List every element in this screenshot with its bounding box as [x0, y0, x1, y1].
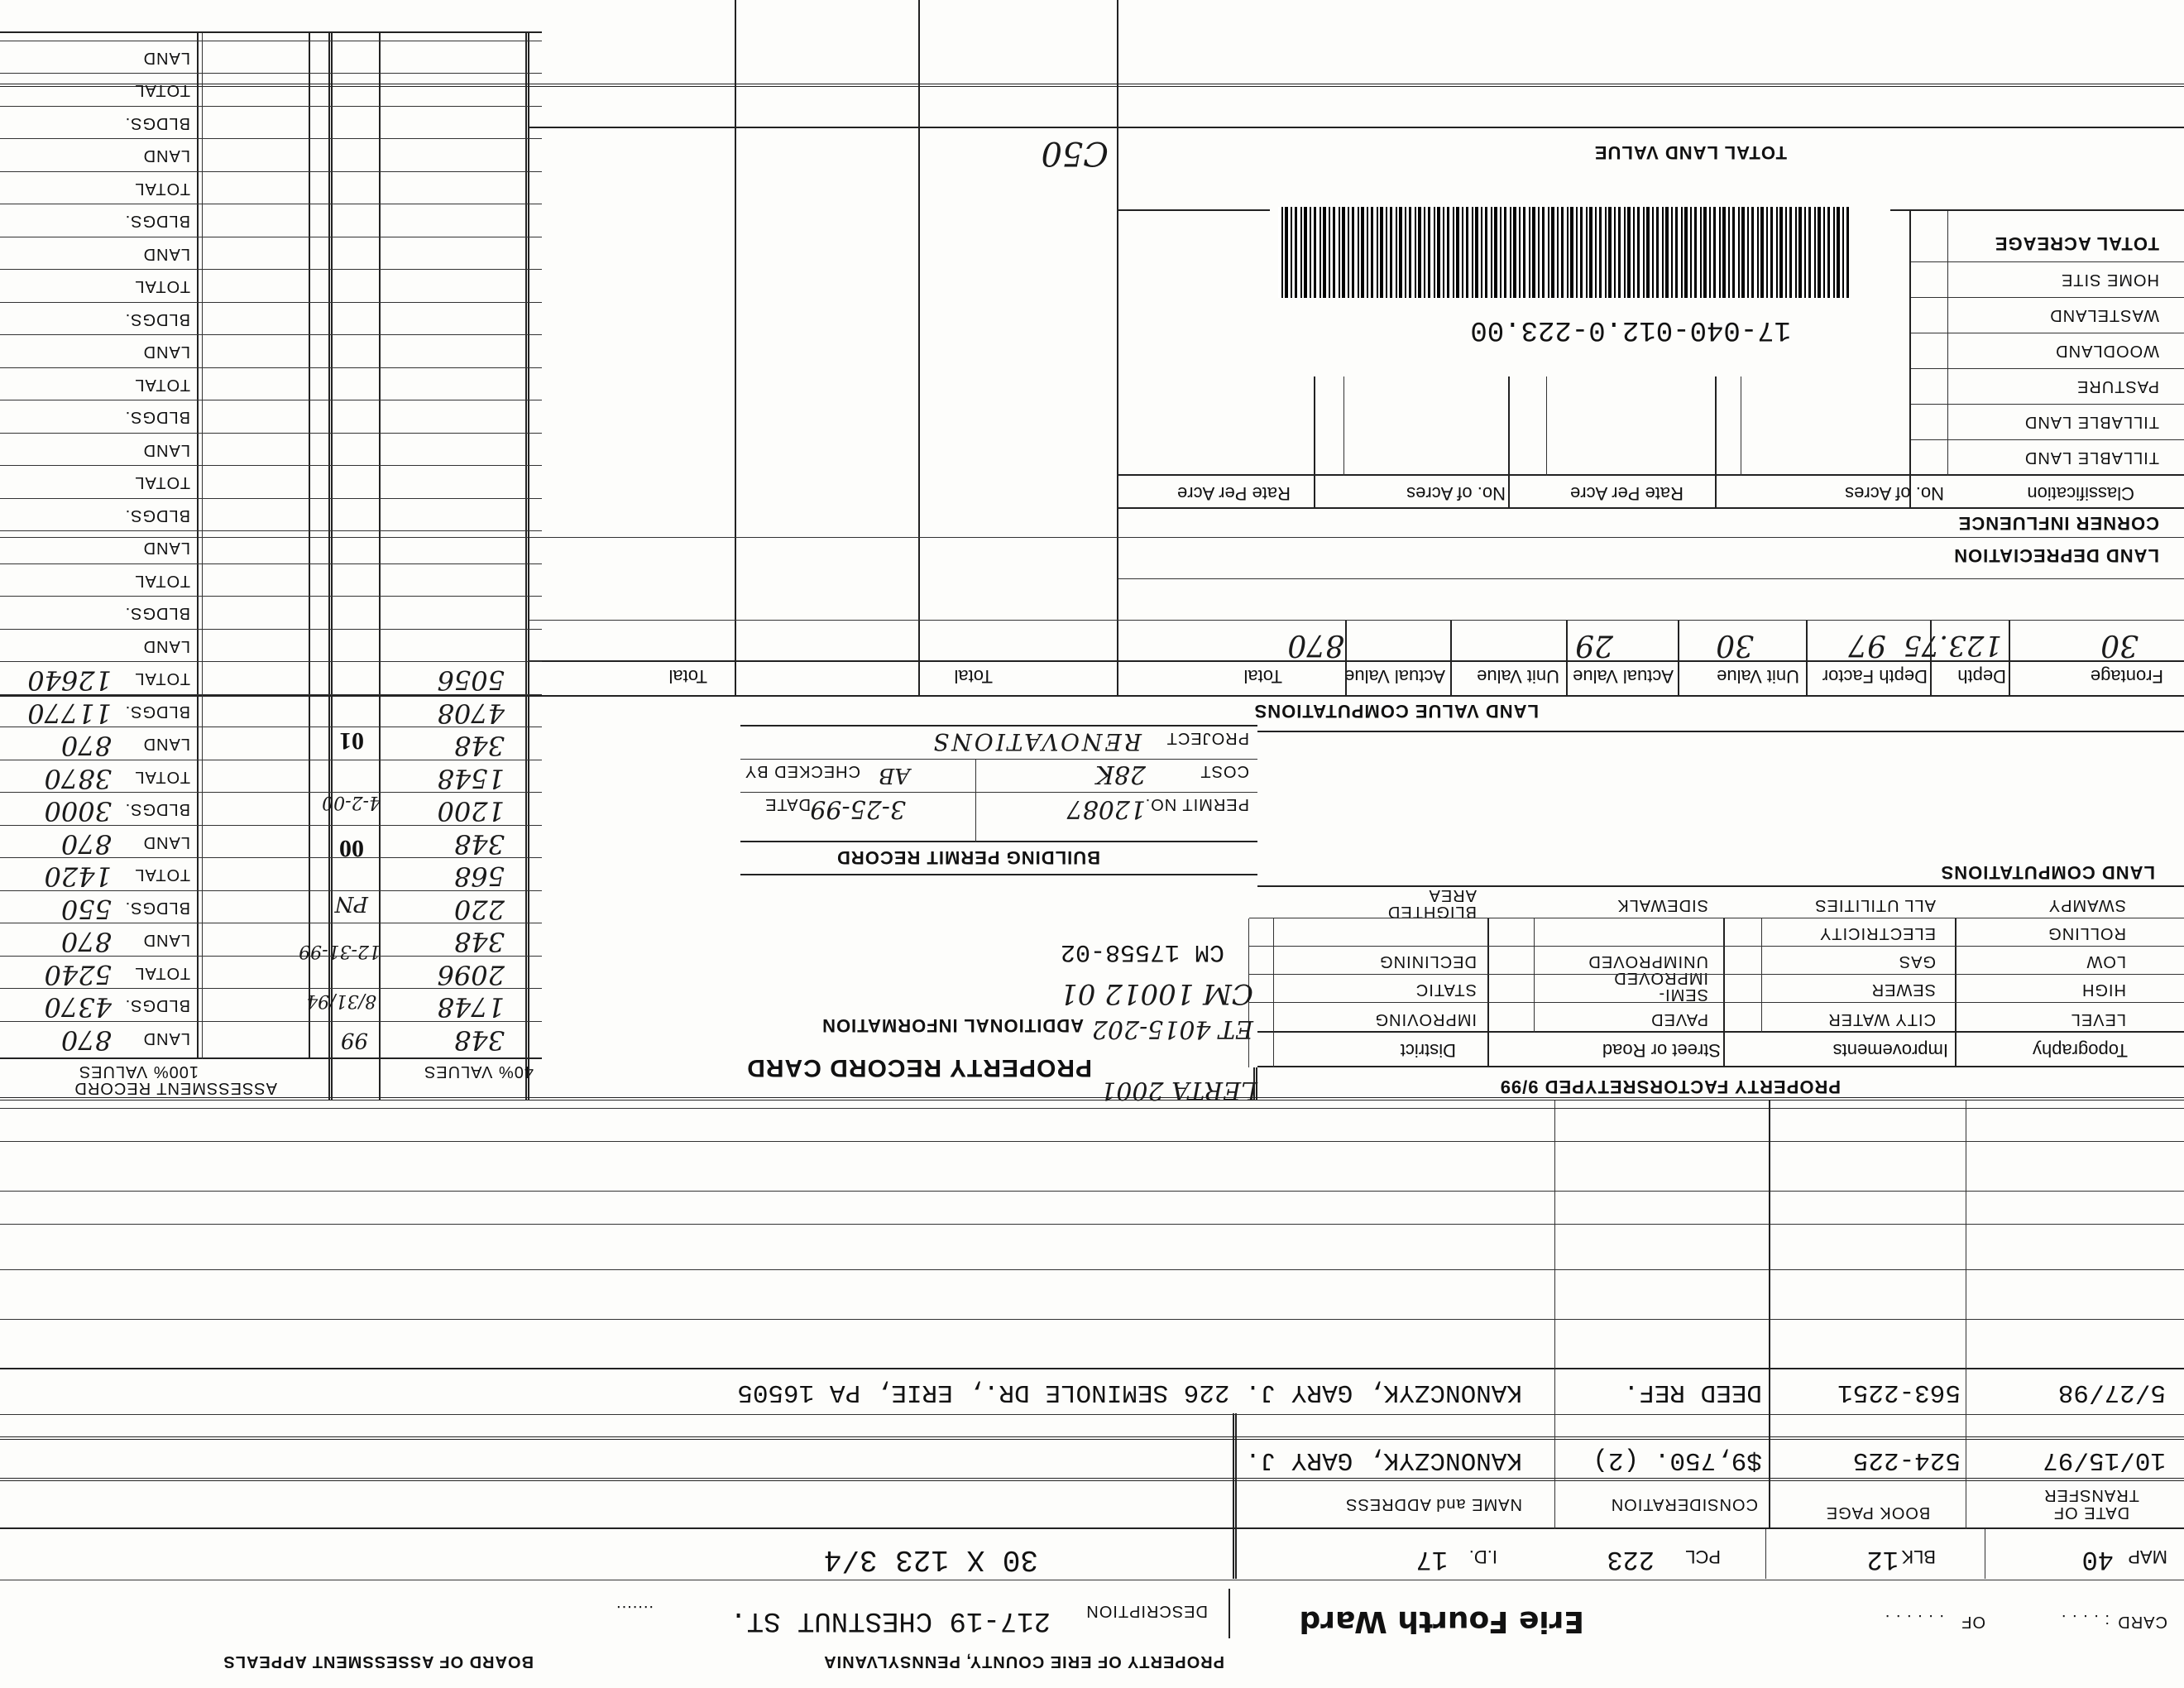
value-40-entry: 348 [453, 926, 505, 957]
value-100-entry: 870 [60, 926, 112, 957]
improvements-header: Improvements [1832, 1040, 1948, 1061]
acres-header-2: No. of Acres [1406, 483, 1506, 504]
actual-value-header-1: Actual Value [1573, 666, 1674, 687]
assessment-row-label: LAND [142, 833, 190, 851]
topography-header: Topography [2033, 1040, 2128, 1061]
value-row-line [0, 204, 542, 205]
ward-stamp: Erie Fourth Ward [1299, 1604, 1584, 1638]
description-label: DESCRIPTION [1085, 1602, 1208, 1620]
value-40-entry: 348 [453, 730, 505, 761]
value-100-entry: 4370 [44, 991, 112, 1023]
value-100-entry: 12640 [27, 664, 112, 696]
property-address: 217-19 CHESTNUT ST. [730, 1604, 1051, 1636]
value-40-entry: 1200 [437, 795, 505, 827]
factor-city-water: CITY WATER [1827, 1010, 1936, 1029]
total-label-1: Total [1243, 666, 1282, 687]
value-row-line [0, 303, 542, 304]
permit-cost-label: COST [1200, 762, 1249, 780]
value-row-line [0, 630, 542, 631]
of-label: OF [1961, 1613, 1985, 1631]
record-card: PROPERTY OF ERIE COUNTY, PENNSYLVANIA BOARD OF ASSESSMENT APPEALS DESCRIPTION ....... 217-19 CHESTNUT ST. Erie Fourth Ward CARD : . . . . OF . . . . . . MAP 40 BLK 12 PCL 223 I.D. 17 30 X 123 3/4 DATE OF TRANSFER BOOK PAGE CONSIDERATION NAME and ADDRESS 10/15/97 524-225 $9,750. (2) KANONCZYK, GARY J. 5/27/98 563-2251 DEED REF. KANONCZYK, GARY J. 226 SEMINOLE DR., ERIE, PA 16505 PROPERTY FACTORSRETYPED 9/99 LERTA 2001 Topography Improvements Street or Road District LEVEL HIGH LOW ROLLING SWAMPY CITY WATER SEWER GAS ELECTRICITY ALL UTILITIES PAVED SEMI-IMPROVED UNIMPROVED SIDEWALK IMPROVING STATIC DECLINING BLIGHTED AREA LAND COMPUTATIONS PROPERTY RECORD CARD ADDITIONAL INFORMATION ET 4015-202 CM 10012 01 CM 17558-02 BUILDING PERMIT RECORD PERMIT NO. 12087 DATE 3-25-99 COST 28K CHECKED BY AB PROJECT RENOVATIONS LAND VALUE COMPUTATIONS Frontage Depth Depth Factor Unit Value Actual Value Unit Value Actual Value Total Total Total 30 123.75 97 30 29 870 LAND DEPRECIATION CORNER INFLUENCE Classification No. of Acres Rate Per Acre No. of Acres Rate Per Acre TILLABLE LAND TILLABLE LAND PASTURE WOODLAND WASTELAND HOME SITE TOTAL ACREAGE 17-040-012.0-223.00 TOTAL LAND VALUE C50 40% VALUES ASSESSMENT RECORD 100% VALUES LAND 348 870 BLDGS. 1748 4370 TOTAL 2096 5240 LAND 348 870 BLDGS. 220 550 TOTAL 568 1420 LAND 348 870 BLDGS. 1200 3000 TOTAL 1548 3870 LAND 348 870 BLDGS. 4708 11770 TOTAL 5056 12640 LAND BLDGS. TOTAL LAND BLDGS. TOTAL LAND BLDGS. TOTAL LAND BLDGS. TOTAL LAND BLDGS. TOTAL LAND BLDGS. TOTAL LAND 99 8/31/94 12-31-99 PN 00 4-2-00 01 [0, 0, 2184, 1688]
assessment-row-label: BLDGS. [124, 114, 190, 132]
assessment-row-label: BLDGS. [124, 310, 190, 328]
rate-header-1: Rate Per Acre [1570, 483, 1684, 504]
transfer-2-consideration: DEED REF. [1623, 1378, 1762, 1407]
factor-level: LEVEL [2070, 1010, 2126, 1029]
property-factors-title: PROPERTY FACTORSRETYPED 9/99 [1499, 1077, 1841, 1097]
factor-gas: GAS [1898, 952, 1936, 971]
rate-header-2: Rate Per Acre [1177, 483, 1291, 504]
value-row-line [0, 107, 542, 108]
permit-number: 12087 [1066, 794, 1146, 823]
cm-note-1: CM 10012 01 [1060, 977, 1253, 1010]
transfer-consideration-header: CONSIDERATION [1610, 1495, 1758, 1513]
permit-project-label: PROJECT [1166, 729, 1249, 747]
value-row-line [0, 564, 542, 565]
total-label-2: Total [954, 666, 993, 687]
factor-all-utilities: ALL UTILITIES [1814, 896, 1936, 914]
value-row-line [0, 499, 542, 500]
classification-header: Classification [2027, 483, 2134, 504]
value-row-line [0, 270, 542, 271]
permit-date: 3-25-99 [810, 794, 906, 823]
transfer-1-consideration: $9,750. (2) [1592, 1446, 1762, 1475]
year-note-5: 00 [339, 835, 364, 862]
value-40-entry: 1748 [437, 991, 505, 1023]
factor-sewer: SEWER [1870, 981, 1936, 999]
assessment-row-label: TOTAL [134, 376, 190, 394]
class-home-site: HOME SITE [2060, 271, 2159, 289]
lot-dimensions: 30 X 123 3/4 [823, 1542, 1038, 1576]
et-note: ET 4015-202 [1091, 1014, 1253, 1043]
actual-value-header-2: Actual Value [1344, 666, 1445, 687]
value-row-line [0, 172, 542, 173]
assessment-row-label: BLDGS. [124, 604, 190, 622]
year-note-3: 12-31-99 [299, 941, 381, 961]
id-label: I.D. [1468, 1547, 1497, 1567]
district-header: District [1400, 1040, 1456, 1061]
blk-value: 12 [1866, 1544, 1899, 1575]
transfer-2-date: 5/27/98 [2057, 1378, 2166, 1407]
value-100-entry: 5240 [44, 959, 112, 990]
land-depreciation-title: LAND DEPRECIATION [1953, 545, 2159, 566]
value-100-entry: 870 [60, 828, 112, 860]
assessment-row-label: LAND [142, 637, 190, 655]
value-40-entry: 220 [453, 894, 505, 925]
factor-declining: DECLINING [1379, 952, 1477, 971]
blk-label: BLK [1901, 1547, 1936, 1567]
barcode-text: 17-040-012.0-223.00 [1470, 314, 1791, 345]
class-wasteland: WASTELAND [2049, 306, 2159, 324]
value-100-entry: 870 [60, 730, 112, 761]
transfer-1-name: KANONCZYK, GARY J. [1245, 1446, 1522, 1475]
value-row-line [0, 531, 542, 532]
assessment-row-label: BLDGS. [124, 703, 190, 721]
depth-header: Depth [1957, 666, 2006, 687]
card-title: PROPERTY RECORD CARD [746, 1054, 1092, 1081]
value-40-entry: 348 [453, 1024, 505, 1056]
value-40-entry: 568 [453, 861, 505, 892]
assessment-row-label: TOTAL [134, 81, 190, 99]
class-pasture: PASTURE [2076, 377, 2159, 396]
first-total-value: 870 [1287, 628, 1344, 662]
land-value-title: LAND VALUE COMPUTATIONS [1253, 701, 1539, 722]
assessment-row-label: BLDGS. [124, 800, 190, 818]
assessment-row-label: LAND [142, 735, 190, 753]
barcode [1278, 207, 1849, 298]
board-title: BOARD OF ASSESSMENT APPEALS [223, 1652, 534, 1671]
assessment-row-label: LAND [142, 539, 190, 557]
unit-value-header-1: Unit Value [1717, 666, 1799, 687]
total-label-3: Total [668, 666, 707, 687]
assessment-row-label: BLDGS. [124, 212, 190, 230]
value-100-entry: 3000 [44, 795, 112, 827]
corner-influence-title: CORNER INFLUENCE [1957, 513, 2159, 534]
value-row-line [0, 400, 542, 401]
transfer-name-header: NAME and ADDRESS [1345, 1495, 1522, 1513]
assessment-row-label: TOTAL [134, 768, 190, 786]
acres-header-1: No. of Acres [1845, 483, 1944, 504]
class-tillable-1: TILLABLE LAND [2024, 448, 2159, 467]
value-row-line [0, 466, 542, 467]
county-title: PROPERTY OF ERIE COUNTY, PENNSYLVANIA [823, 1652, 1224, 1671]
factor-high: HIGH [2081, 981, 2126, 999]
transfer-1-book: 524-225 [1852, 1446, 1961, 1475]
transfer-2-name: KANONCZYK, GARY J. 226 SEMINOLE DR., ERIE, PA 16505 [737, 1378, 1522, 1407]
assessment-row-label: TOTAL [134, 473, 190, 492]
card-label: CARD [2117, 1613, 2167, 1631]
value-row-line [0, 662, 542, 663]
assessment-header: ASSESSMENT RECORD [74, 1079, 277, 1097]
factor-swampy: SWAMPY [2048, 896, 2126, 914]
frontage-value: 30 [2100, 628, 2138, 662]
depth-factor-value: 97 [1848, 628, 1886, 662]
value-40-entry: 348 [453, 828, 505, 860]
assessment-row-label: TOTAL [134, 277, 190, 295]
value-row-line [0, 335, 542, 336]
permit-checked-label: CHECKED BY [744, 762, 860, 780]
year-note-4: PN [334, 891, 368, 916]
assessment-row-label: TOTAL [134, 180, 190, 198]
assessment-row-label: LAND [142, 146, 190, 165]
assessment-row-label: LAND [142, 245, 190, 263]
factor-unimproved: UNIMPROVED [1588, 952, 1708, 971]
value-40-entry: 5056 [437, 664, 505, 696]
values100-header: 100% VALUES [78, 1062, 199, 1081]
value-100-entry: 3870 [44, 763, 112, 794]
year-note-1: 99 [340, 1028, 368, 1053]
street-header: Street or Road [1602, 1040, 1721, 1061]
factor-electricity: ELECTRICITY [1818, 924, 1936, 942]
actual-value: 29 [1575, 628, 1613, 662]
barcode-label [1270, 186, 1890, 376]
assessment-row-label: TOTAL [134, 572, 190, 590]
id-value: 17 [1415, 1544, 1448, 1575]
class-tillable-2: TILLABLE LAND [2024, 413, 2159, 431]
assessment-row-label: TOTAL [134, 866, 190, 884]
lerta-note: LERTA 2001 [1100, 1076, 1257, 1105]
value-100-entry: 870 [60, 1024, 112, 1056]
value-row-line [0, 368, 542, 369]
permit-date-label: DATE [764, 795, 811, 813]
assessment-row-label: LAND [142, 49, 190, 67]
assessment-row-label: LAND [142, 441, 190, 459]
unit-value: 30 [1716, 628, 1754, 662]
depth-value: 123.75 [1904, 629, 2002, 662]
assessment-row-label: LAND [142, 1029, 190, 1048]
factor-semi-improved: SEMI-IMPROVED [1613, 969, 1708, 1004]
assessment-row-label: LAND [142, 343, 190, 361]
pcl-value: 223 [1607, 1544, 1655, 1575]
pcl-label: PCL [1685, 1547, 1721, 1567]
value-row-line [0, 41, 542, 42]
year-note-6: 4-2-00 [322, 792, 381, 813]
unit-value-header-2: Unit Value [1477, 666, 1559, 687]
map-label: MAP [2128, 1547, 2167, 1567]
permit-label: PERMIT NO. [1144, 795, 1249, 813]
assessment-row-label: LAND [142, 931, 190, 949]
factor-low: LOW [2086, 952, 2126, 971]
total-land-value: C50 [1041, 134, 1109, 172]
assessment-row-label: BLDGS. [124, 899, 190, 917]
value-100-entry: 11770 [27, 698, 112, 729]
year-note-7: 01 [339, 727, 364, 755]
factor-blighted-area: BLIGHTED AREA [1387, 886, 1477, 921]
class-woodland: WOODLAND [2055, 342, 2159, 360]
permit-checked: AB [879, 763, 910, 788]
depth-factor-header: Depth Factor [1822, 666, 1928, 687]
assessment-row-label: BLDGS. [124, 996, 190, 1014]
assessment-row-label: BLDGS. [124, 408, 190, 426]
cm-note-2: CM 17558-02 [1060, 938, 1224, 966]
factor-paved: PAVED [1650, 1010, 1708, 1029]
value-40-entry: 4708 [437, 698, 505, 729]
frontage-header: Frontage [2090, 666, 2163, 687]
values40-header: 40% VALUES [423, 1062, 534, 1081]
transfer-date-header: DATE OF TRANSFER [2043, 1486, 2139, 1522]
map-value: 40 [2081, 1544, 2114, 1575]
transfer-book-header: BOOK PAGE [1825, 1503, 1931, 1522]
value-40-entry: 1548 [437, 763, 505, 794]
year-note-2: 8/31/94 [306, 990, 376, 1011]
value-row-line [0, 139, 542, 140]
value-100-entry: 550 [60, 894, 112, 925]
transfer-2-book: 563-2251 [1837, 1378, 1961, 1407]
assessment-row-label: TOTAL [134, 964, 190, 982]
land-computations-title: LAND COMPUTATIONS [1940, 862, 2155, 883]
factor-improving: IMPROVING [1374, 1010, 1477, 1029]
assessment-row-label: TOTAL [134, 669, 190, 688]
building-permit-title: BUILDING PERMIT RECORD [836, 847, 1100, 868]
value-row-line [0, 237, 542, 238]
factor-static: STATIC [1415, 981, 1477, 999]
assessment-row-label: BLDGS. [124, 506, 190, 525]
permit-project: RENOVATIONS [931, 728, 1142, 755]
transfer-1-date: 10/15/97 [2043, 1446, 2166, 1475]
factor-sidewalk: SIDEWALK [1616, 896, 1708, 914]
value-40-entry: 2096 [437, 959, 505, 990]
total-land-value-label: TOTAL LAND VALUE [1593, 142, 1787, 163]
factor-rolling: ROLLING [2048, 924, 2126, 942]
value-100-entry: 1420 [44, 861, 112, 892]
permit-cost: 28K [1095, 760, 1146, 789]
class-total-acreage: TOTAL ACREAGE [1994, 233, 2159, 254]
additional-info-title: ADDITIONAL INFORMATION [821, 1015, 1084, 1036]
